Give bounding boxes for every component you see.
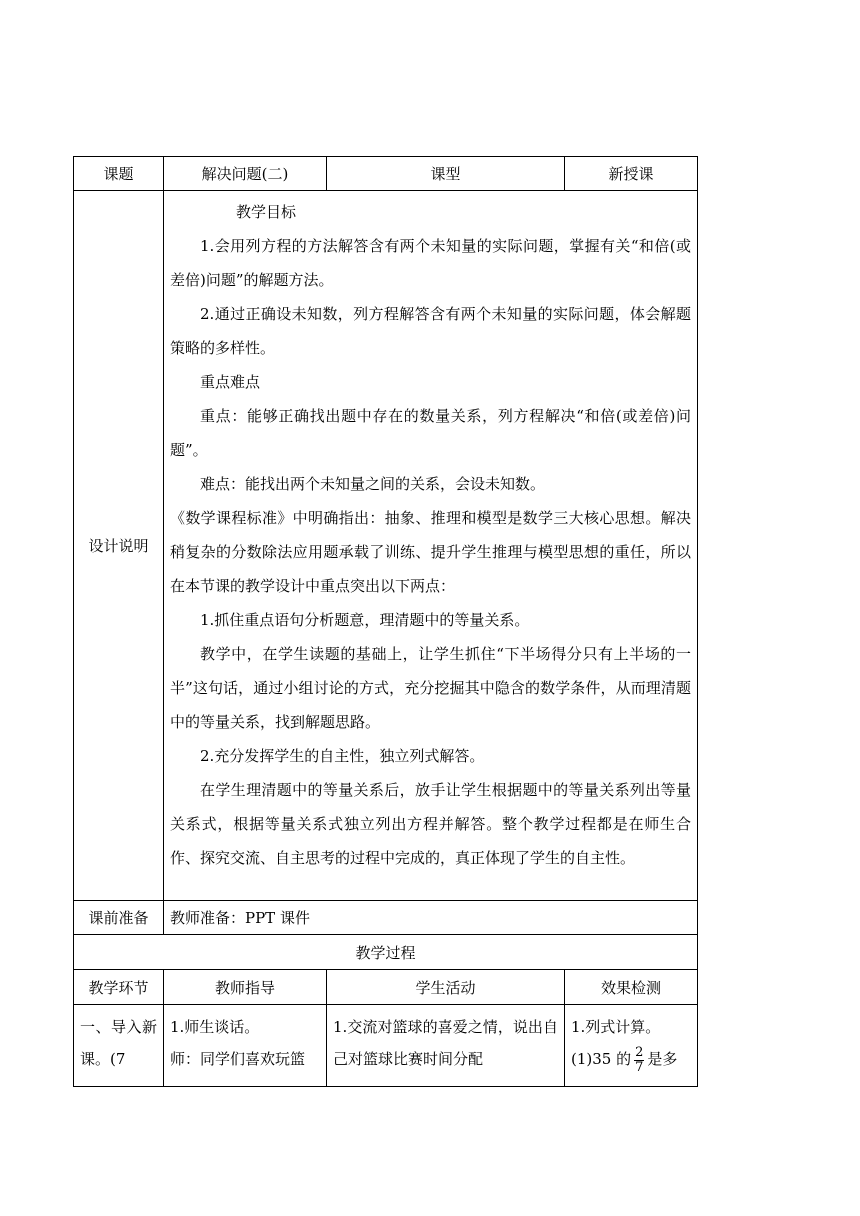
objective-2: 2.通过正确设未知数，列方程解答含有两个未知量的实际问题，体会解题策略的多样性。 <box>170 305 691 357</box>
process-title-row <box>74 935 698 970</box>
objective-1: 1.会用列方程的方法解答含有两个未知量的实际问题，掌握有关“和倍(或差倍)问题”的解题方法。 <box>170 237 691 289</box>
difficult-label: 难点： <box>200 475 246 493</box>
objectives-title: 教学目标 <box>236 203 297 221</box>
teacher-cell <box>164 1005 327 1087</box>
design-content <box>164 191 698 901</box>
topic-value: 解决问题(二) <box>164 157 327 191</box>
point-2: 2.充分发挥学生的自主性，独立列式解答。 <box>200 747 485 765</box>
key-text: 能够正确找出题中存在的数量关系，列方程解决“和倍(或差倍)问题”。 <box>170 407 691 459</box>
standard-paragraph: 《数学课程标准》中明确指出：抽象、推理和模型是数学三大核心思想。解决稍复杂的分数除法应用题承载了训练、提升学生推理与模型思想的重任，所以在本节课的教学设计中重点突出以下两点： <box>170 509 691 595</box>
difficult-point <box>170 467 691 501</box>
check-line-1: 1.列式计算。 <box>571 1018 661 1036</box>
design-label: 设计说明 <box>74 191 164 901</box>
key-title: 重点难点 <box>200 373 261 391</box>
prep-label: 课前准备 <box>74 901 164 935</box>
stage-cell: 一、导入新课。(7 <box>74 1005 164 1087</box>
col-check: 效果检测 <box>565 970 698 1005</box>
type-label: 课型 <box>327 157 565 191</box>
topic-label: 课题 <box>74 157 164 191</box>
point-2-detail: 在学生理清题中的等量关系后，放手让学生根据题中的等量关系列出等量关系式，根据等量关系式独立列出方程并解答。整个教学过程都是在师生合作、探究交流、自主思考的过程中完成的，真正体现了学生的自主性。 <box>170 781 691 867</box>
check-pre: (1)35 的 <box>571 1050 632 1068</box>
prep-row <box>74 901 698 935</box>
fraction <box>634 1046 644 1075</box>
check-cell <box>565 1005 698 1087</box>
process-row-1 <box>74 1005 698 1087</box>
col-stage: 教学环节 <box>74 970 164 1005</box>
type-value: 新授课 <box>565 157 698 191</box>
col-teacher: 教师指导 <box>164 970 327 1005</box>
key-label: 重点： <box>200 407 248 425</box>
point-1-detail: 教学中，在学生读题的基础上，让学生抓住“下半场得分只有上半场的一半”这句话，通过小组讨论的方式，充分挖掘其中隐含的数学条件，从而理清题中的等量关系，找到解题思路。 <box>170 645 691 731</box>
process-title: 教学过程 <box>74 935 698 970</box>
design-row <box>74 191 698 901</box>
point-1: 1.抓住重点语句分析题意，理清题中的等量关系。 <box>200 611 530 629</box>
prep-value: 教师准备：PPT 课件 <box>164 901 698 935</box>
process-header-row <box>74 970 698 1005</box>
col-student: 学生活动 <box>327 970 565 1005</box>
key-point <box>170 399 691 467</box>
check-post: 是多 <box>647 1050 678 1068</box>
difficult-text: 能找出两个未知量之间的关系，会设未知数。 <box>245 475 546 493</box>
teacher-line-2: 师：同学们喜欢玩篮 <box>170 1050 306 1068</box>
check-line-2 <box>571 1043 691 1075</box>
teacher-line-1: 1.师生谈话。 <box>170 1018 260 1036</box>
header-row <box>74 157 698 191</box>
fraction-denominator: 7 <box>635 1059 644 1075</box>
student-cell: 1.交流对篮球的喜爱之情，说出自己对篮球比赛时间分配 <box>327 1005 565 1087</box>
fraction-numerator: 2 <box>635 1044 644 1060</box>
lesson-plan-table <box>73 156 698 1087</box>
